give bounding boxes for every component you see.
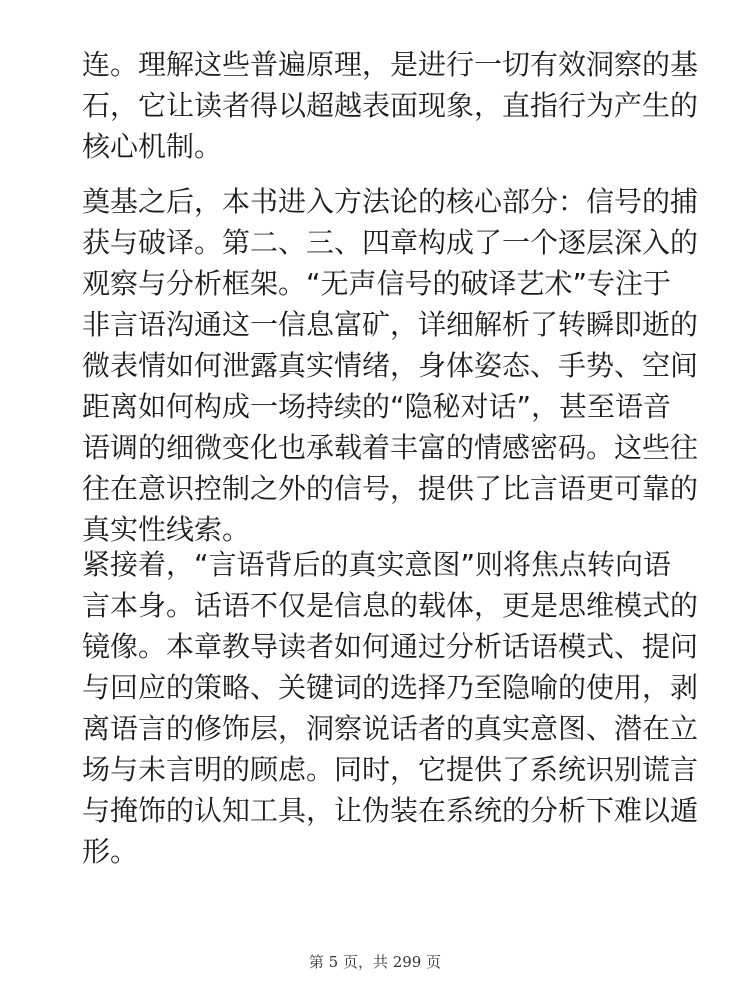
page-number-footer: 第 5 页，共 299 页 bbox=[308, 953, 442, 971]
paragraph-line: 与回应的策略、关键词的选择乃至隐喻的使用，剥 bbox=[82, 671, 699, 704]
paragraph-line: 真实性线索。 bbox=[82, 513, 251, 546]
paragraph-line: 奠基之后，本书进入方法论的核心部分：信号的捕 bbox=[82, 185, 699, 218]
paragraph-line: 离语言的修饰层，洞察说话者的真实意图、潜在立 bbox=[82, 712, 699, 745]
paragraph-line: 非言语沟通这一信息富矿，详细解析了转瞬即逝的 bbox=[82, 308, 699, 341]
paragraph-line: 距离如何构成一场持续的“隐秘对话”，甚至语音 bbox=[82, 390, 672, 423]
paragraph-3 bbox=[82, 544, 699, 872]
paragraph-line: 言本身。话语不仅是信息的载体，更是思维模式的 bbox=[82, 589, 699, 622]
paragraph-line: 与掩饰的认知工具，让伪装在系统的分析下难以遁 bbox=[82, 794, 699, 827]
paragraph-1 bbox=[82, 44, 699, 167]
paragraph-line: 微表情如何泄露真实情绪，身体姿态、手势、空间 bbox=[82, 349, 699, 382]
paragraph-line: 获与破译。第二、三、四章构成了一个逐层深入的 bbox=[82, 226, 699, 259]
paragraph-line: 紧接着，“言语背后的真实意图”则将焦点转向语 bbox=[82, 548, 672, 581]
paragraph-line: 镜像。本章教导读者如何通过分析话语模式、提问 bbox=[82, 630, 699, 663]
paragraph-line: 场与未言明的顾虑。同时，它提供了系统识别谎言 bbox=[82, 753, 699, 786]
paragraph-line: 连。理解这些普遍原理，是进行一切有效洞察的基 bbox=[82, 48, 699, 81]
paragraph-2 bbox=[82, 181, 699, 550]
paragraph-line: 语调的细微变化也承载着丰富的情感密码。这些往 bbox=[82, 431, 699, 464]
paragraph-line: 往在意识控制之外的信号，提供了比言语更可靠的 bbox=[82, 472, 699, 505]
paragraph-line: 石，它让读者得以超越表面现象，直指行为产生的 bbox=[82, 89, 699, 122]
paragraph-line: 观察与分析框架。“无声信号的破译艺术”专注于 bbox=[82, 267, 672, 300]
paragraph-line: 形。 bbox=[82, 835, 139, 868]
paragraph-line: 核心机制。 bbox=[82, 130, 223, 163]
